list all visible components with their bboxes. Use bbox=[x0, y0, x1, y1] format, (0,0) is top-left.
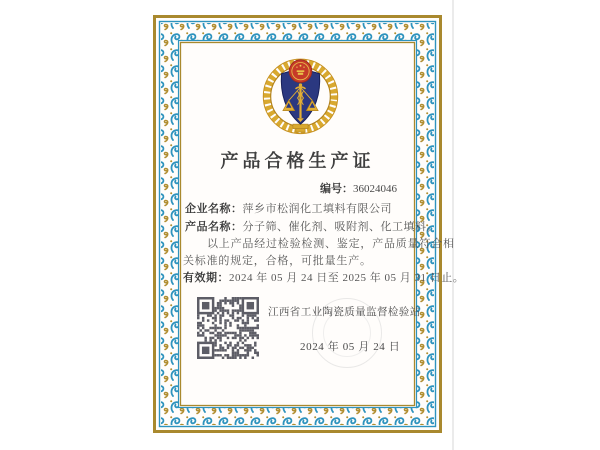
product-name-value: 分子筛、催化剂、吸附剂、化工填料。 bbox=[242, 221, 438, 233]
validity-label: 有效期： bbox=[183, 272, 229, 284]
issuer-name: 江西省工业陶瓷质量监督检验站 bbox=[268, 307, 421, 318]
validity-value: 2024 年 05 月 24 日至 2025 年 05 月 31 日止。 bbox=[229, 272, 465, 284]
serial-number bbox=[320, 180, 397, 196]
certificate-content bbox=[181, 43, 465, 405]
company-name-label: 企业名称： bbox=[185, 203, 243, 215]
statement-line-2: 关标准的规定，合格，可批量生产。 bbox=[183, 255, 372, 267]
qr-code-icon bbox=[197, 297, 259, 359]
validity-row bbox=[183, 269, 464, 285]
serial-value: 36024046 bbox=[353, 183, 397, 195]
product-name-label: 产品名称： bbox=[185, 221, 243, 233]
product-name-row bbox=[185, 218, 438, 234]
serial-label: 编号： bbox=[320, 183, 353, 195]
statement-line-1: 以上产品经过检验检测、鉴定，产品质量符合相 bbox=[207, 238, 455, 250]
quality-supervision-badge-icon bbox=[258, 51, 343, 135]
certificate-title: 产品合格生产证 bbox=[220, 151, 375, 171]
issue-date: 2024 年 05 月 24 日 bbox=[300, 341, 401, 353]
paper-edge bbox=[452, 0, 454, 450]
company-name-value: 萍乡市松润化工填料有限公司 bbox=[242, 203, 392, 215]
company-name-row bbox=[185, 200, 392, 216]
certificate bbox=[153, 15, 465, 433]
